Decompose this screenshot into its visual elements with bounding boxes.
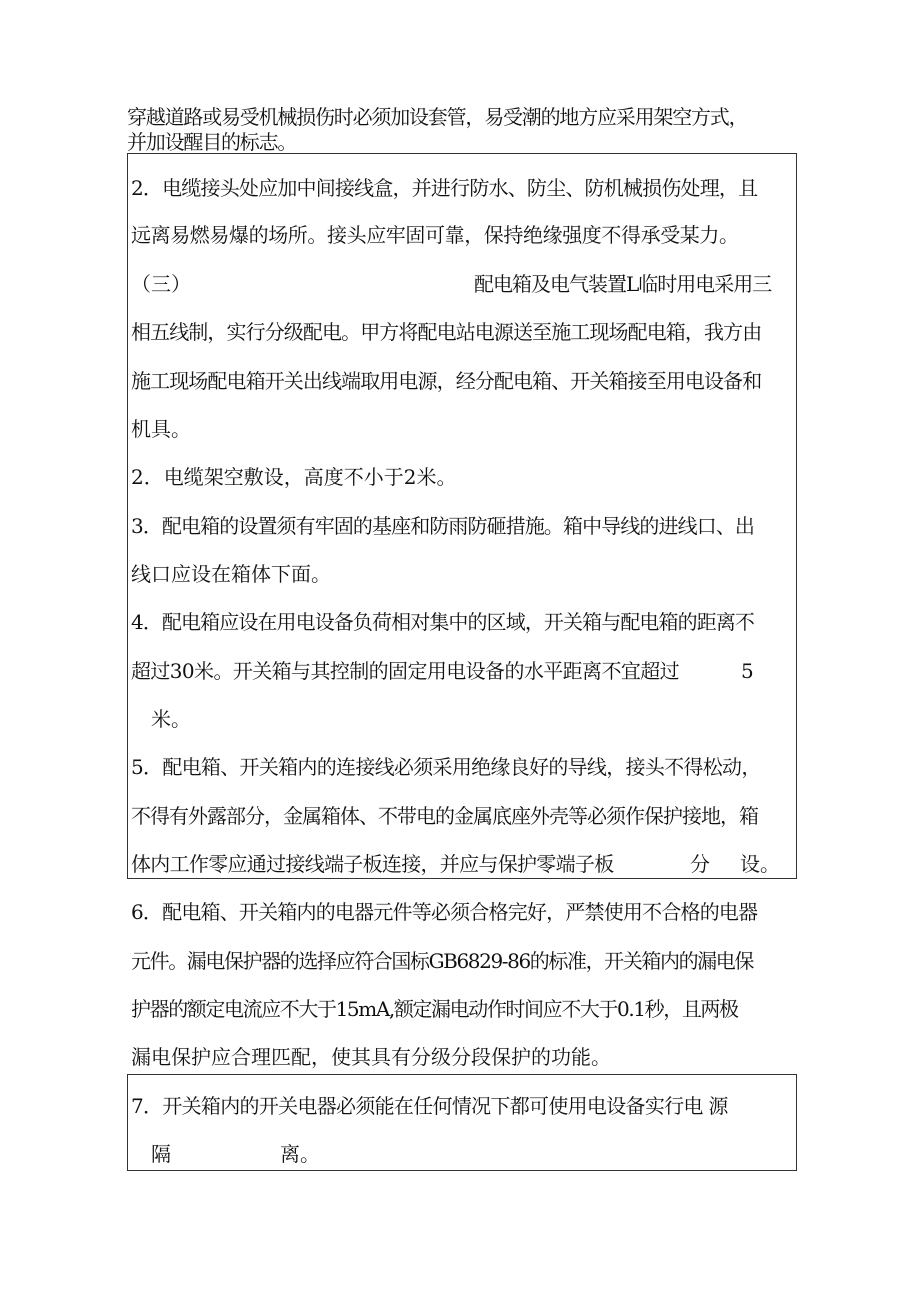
text-line: 穿越道路或易受机械损伤时必须加设套管，易受潮的地方应采用架空方式， (127, 105, 748, 129)
text-line: 6．配电箱、开关箱内的电器元件等必须合格完好，严禁使用不合格的电器 (131, 900, 758, 924)
section-heading: 配电箱及电气装置L临时用电采用三 (474, 272, 772, 296)
text-line: 4．配电箱应设在用电设备负荷相对集中的区域，开关箱与配电箱的距离不 (131, 610, 755, 634)
text-line: 米。 (151, 707, 191, 731)
text-line: 护器的额定电流应不大于15mA,额定漏电动作时间应不大于0.1秒，且两极 (131, 997, 738, 1021)
text-line: 机具。 (131, 417, 191, 441)
text-line: 3．配电箱的设置须有牢固的基座和防雨防砸措施。箱中导线的进线口、出 (131, 514, 755, 538)
text-line: 体内工作零应通过接线端子板连接，并应与保护零端子板 (131, 852, 614, 876)
text-line: 5．配电箱、开关箱内的连接线必须采用绝缘良好的导线，接头不得松动， (131, 755, 761, 779)
text-line: 2．电缆架空敷设，高度不小于2米。 (131, 465, 457, 489)
text-line: 7．开关箱内的开关电器必须能在任何情况下都可使用电设备实行电 源 (131, 1094, 728, 1118)
text-line: 隔 (151, 1142, 171, 1166)
text-line: 不得有外露部分，金属箱体、不带电的金属底座外壳等必须作保护接地，箱 (131, 804, 758, 828)
text-line: 施工现场配电箱开关出线端取用电源，经分配电箱、开关箱接至用电设备和 (131, 369, 762, 393)
table-frame-lower (127, 1074, 797, 1171)
text-line: 相五线制，实行分级配电。甲方将配电站电源送至施工现场配电箱，我方由 (131, 320, 762, 344)
section-heading-number: （三） (131, 272, 191, 296)
text-line: 远离易燃易爆的场所。接头应牢固可靠，保持绝缘强度不得承受某力。 (131, 223, 739, 247)
text-line: 分 (690, 852, 710, 876)
text-line: 设。 (740, 852, 780, 876)
text-line: 线口应设在箱体下面。 (131, 562, 331, 586)
text-line: 超过30米。开关箱与其控制的固定用电设备的水平距离不宜超过 (131, 659, 680, 683)
text-line: 元件。漏电保护器的选择应符合国标GB6829-86的标准，开关箱内的漏电保 (131, 949, 753, 973)
text-line: 并加设醒目的标志。 (127, 130, 297, 154)
text-line: 5 (741, 659, 754, 683)
text-line: 离。 (280, 1142, 320, 1166)
text-line: 漏电保护应合理匹配，使其具有分级分段保护的功能。 (131, 1045, 611, 1069)
text-line: 2．电缆接头处应加中间接线盒，并进行防水、防尘、防机械损伤处理，且 (131, 176, 758, 200)
